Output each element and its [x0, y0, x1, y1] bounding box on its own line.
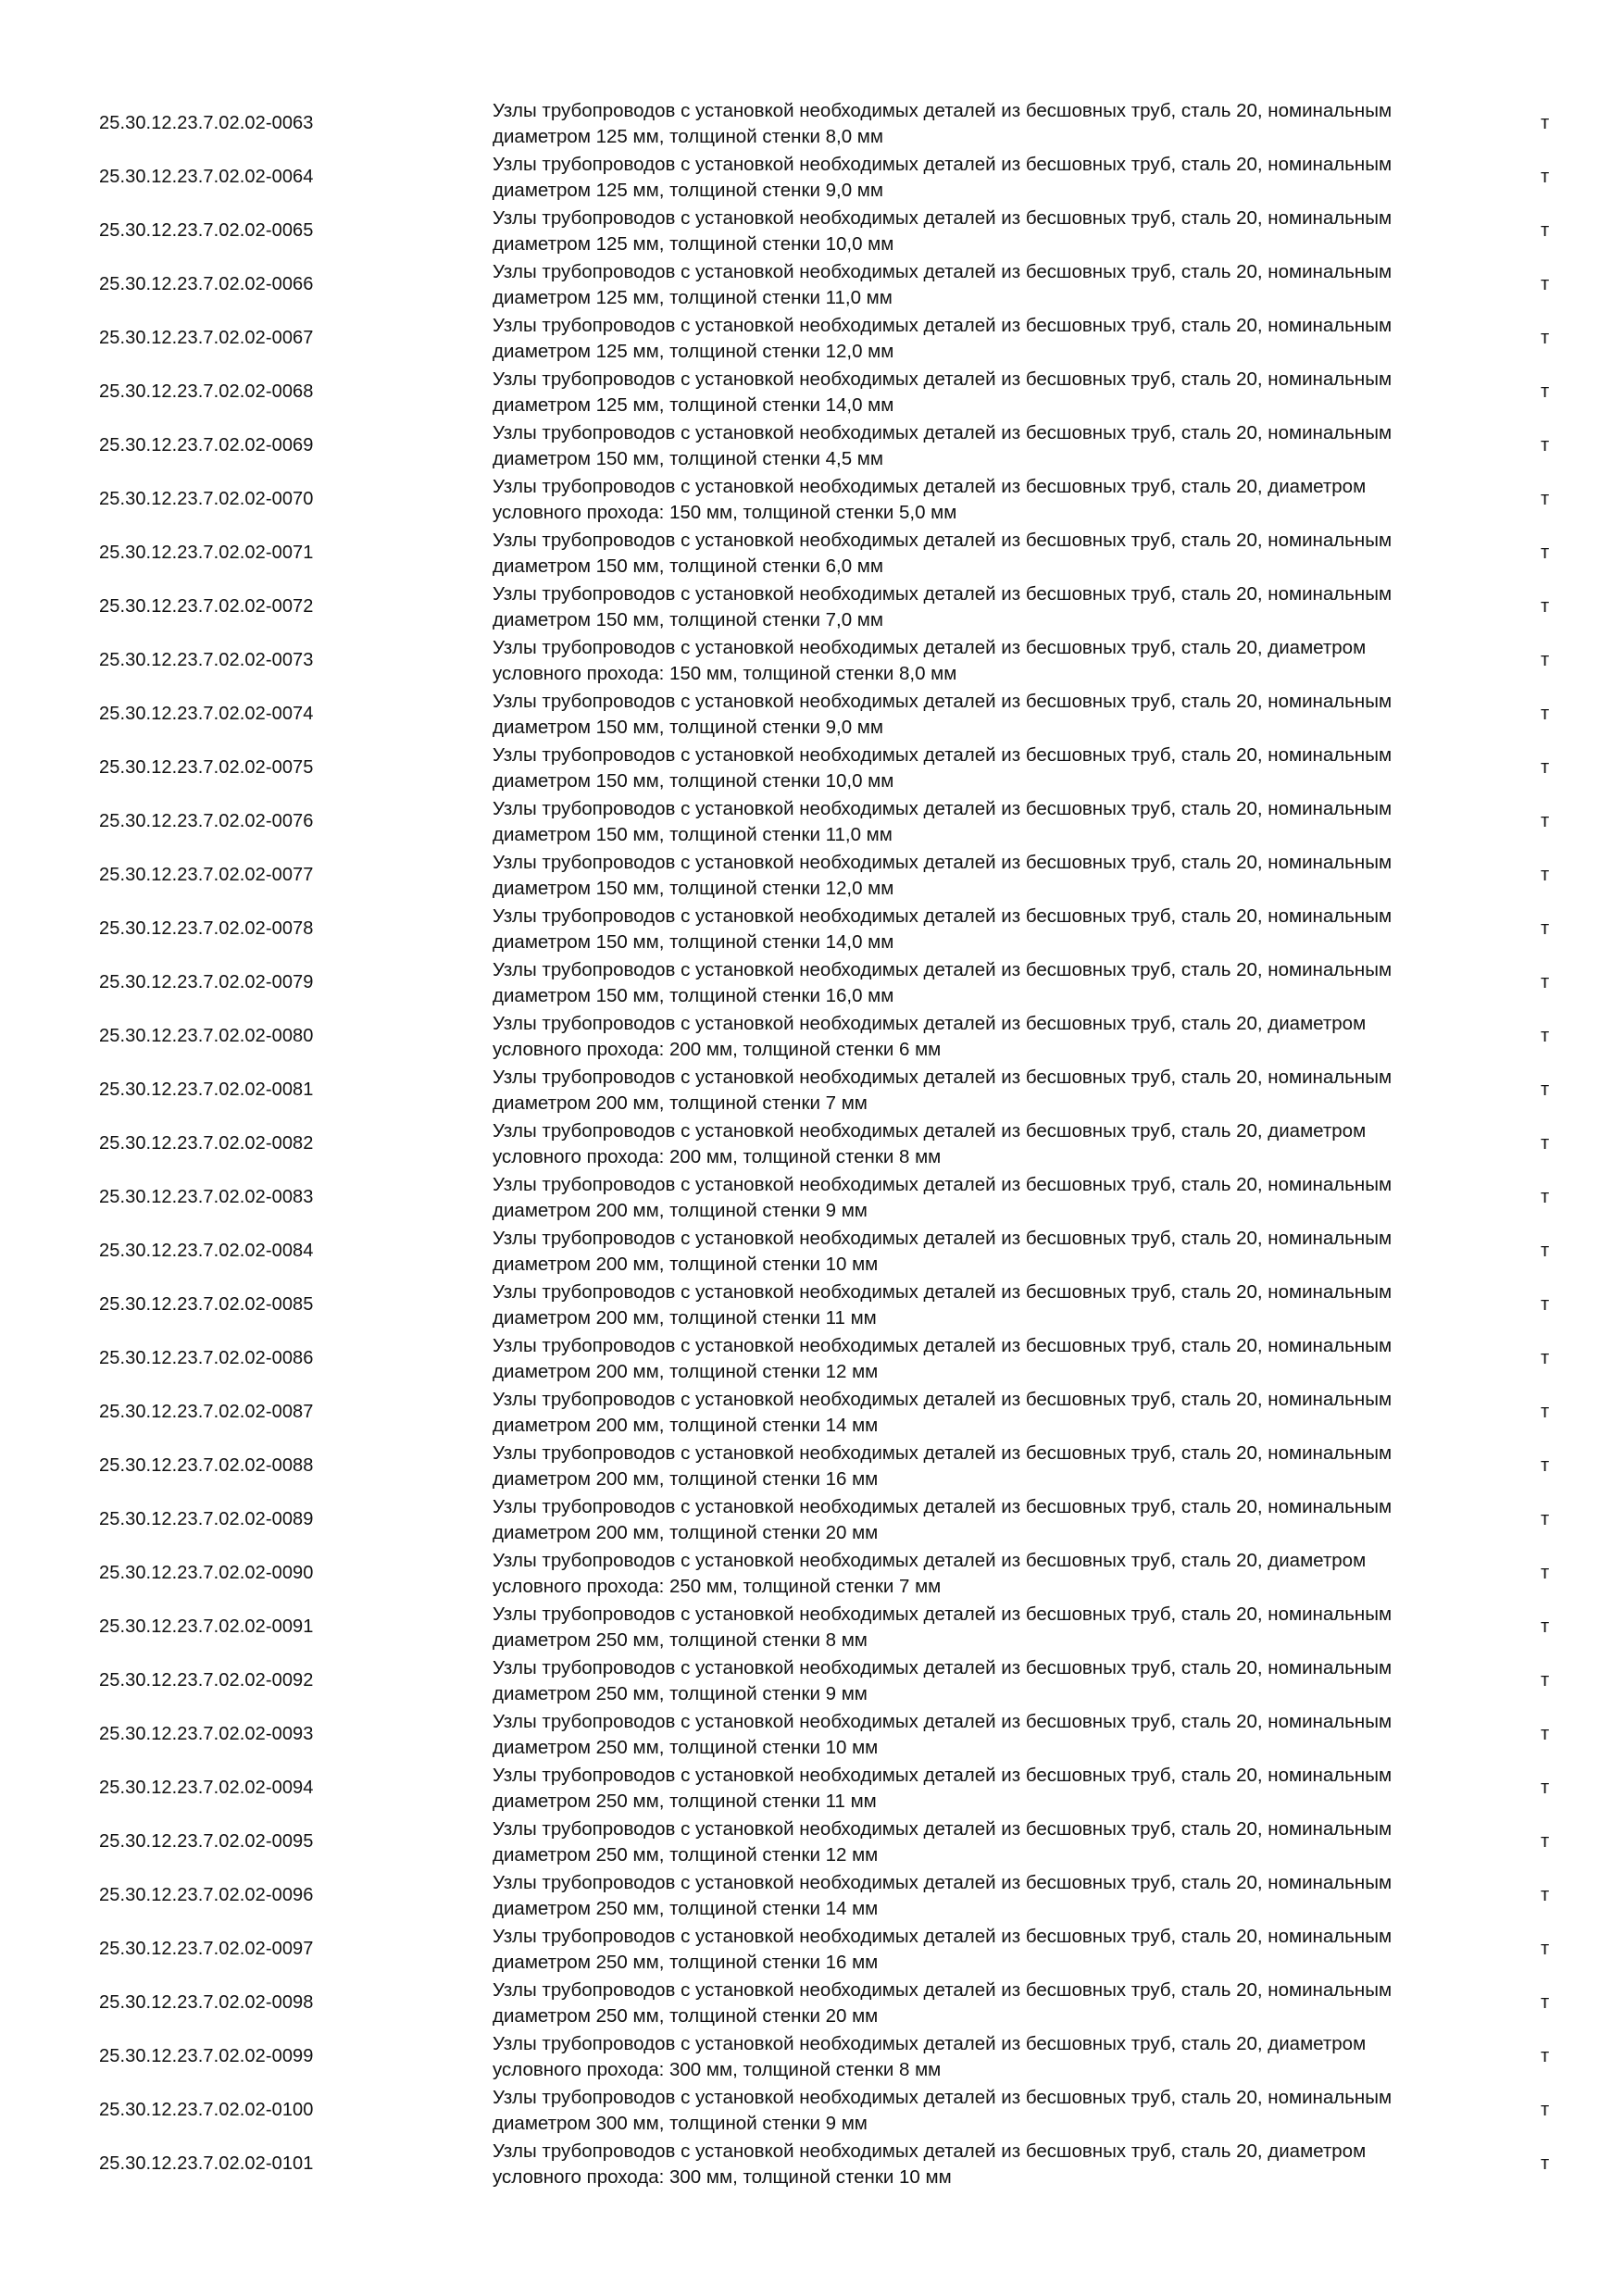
- table-row: [0, 1385, 1624, 1439]
- table-row: [0, 1600, 1624, 1653]
- unit-of-measure: т: [1541, 1294, 1550, 1315]
- resource-description: [493, 689, 1493, 740]
- table-row: [0, 150, 1624, 204]
- description-line: условного прохода: 300 мм, толщиной стенки 10 мм: [493, 2165, 952, 2188]
- unit-of-measure: т: [1541, 811, 1550, 831]
- description-line: Узлы трубопроводов с установкой необходимых деталей из бесшовных труб, сталь 20, номинальным: [493, 1228, 1393, 1249]
- resource-description: [493, 313, 1493, 364]
- description-line: Узлы трубопроводов с установкой необходимых деталей из бесшовных труб, сталь 20, номинальным: [493, 852, 1393, 873]
- resource-description: [493, 1978, 1493, 2028]
- resource-code: 25.30.12.23.7.02.02-0071: [99, 543, 314, 563]
- description-line: Узлы трубопроводов с установкой необходимых деталей из бесшовных труб, сталь 20, номинальным: [493, 315, 1393, 336]
- resource-code: 25.30.12.23.7.02.02-0083: [99, 1187, 314, 1207]
- description-line: Узлы трубопроводов с установкой необходимых деталей из бесшовных труб, сталь 20, номинальным: [493, 1711, 1393, 1732]
- resource-description: [493, 1870, 1493, 1921]
- resource-code: 25.30.12.23.7.02.02-0094: [99, 1778, 314, 1798]
- description-line: диаметром 250 мм, толщиной стенки 16 мм: [493, 1951, 879, 1973]
- unit-of-measure: т: [1541, 972, 1550, 992]
- unit-of-measure: т: [1541, 1939, 1550, 1959]
- description-line: диаметром 250 мм, толщиной стенки 8 мм: [493, 1628, 868, 1651]
- resource-code: 25.30.12.23.7.02.02-0075: [99, 757, 314, 778]
- resource-code: 25.30.12.23.7.02.02-0064: [99, 167, 314, 187]
- table-row: [0, 1009, 1624, 1063]
- description-line: Узлы трубопроводов с установкой необходимых деталей из бесшовных труб, сталь 20, номинальным: [493, 1818, 1393, 1840]
- unit-of-measure: т: [1541, 1778, 1550, 1798]
- description-line: Узлы трубопроводов с установкой необходимых деталей из бесшовных труб, сталь 20, номинальным: [493, 100, 1393, 121]
- description-line: Узлы трубопроводов с установкой необходимых деталей из бесшовных труб, сталь 20, диаметром: [493, 2140, 1367, 2162]
- resource-code: 25.30.12.23.7.02.02-0076: [99, 811, 314, 831]
- resource-description: [493, 1118, 1493, 1169]
- resource-code: 25.30.12.23.7.02.02-0066: [99, 274, 314, 294]
- description-line: Узлы трубопроводов с установкой необходимых деталей из бесшовных труб, сталь 20, диаметром: [493, 476, 1367, 497]
- resource-description: [493, 581, 1493, 632]
- description-line: диаметром 150 мм, толщиной стенки 12,0 мм: [493, 877, 894, 899]
- resource-code: 25.30.12.23.7.02.02-0068: [99, 381, 314, 402]
- description-line: Узлы трубопроводов с установкой необходимых деталей из бесшовных труб, сталь 20, номинальным: [493, 1335, 1393, 1356]
- description-line: условного прохода: 300 мм, толщиной стенки 8 мм: [493, 2058, 942, 2080]
- description-line: Узлы трубопроводов с установкой необходимых деталей из бесшовных труб, сталь 20, номинальным: [493, 1926, 1393, 1947]
- unit-of-measure: т: [1541, 1241, 1550, 1261]
- description-line: диаметром 125 мм, толщиной стенки 10,0 мм: [493, 232, 894, 255]
- description-line: Узлы трубопроводов с установкой необходимых деталей из бесшовных труб, сталь 20, номинальным: [493, 691, 1393, 712]
- resource-code: 25.30.12.23.7.02.02-0092: [99, 1670, 314, 1691]
- unit-of-measure: т: [1541, 1187, 1550, 1207]
- description-line: диаметром 125 мм, толщиной стенки 14,0 мм: [493, 393, 894, 416]
- unit-of-measure: т: [1541, 2046, 1550, 2066]
- table-row: [0, 1063, 1624, 1117]
- resource-code: 25.30.12.23.7.02.02-0095: [99, 1831, 314, 1852]
- resource-code: 25.30.12.23.7.02.02-0101: [99, 2153, 314, 2174]
- resource-description: [493, 1387, 1493, 1438]
- resource-description: [493, 1172, 1493, 1223]
- resource-code: 25.30.12.23.7.02.02-0084: [99, 1241, 314, 1261]
- unit-of-measure: т: [1541, 757, 1550, 778]
- description-line: условного прохода: 250 мм, толщиной стенки 7 мм: [493, 1575, 942, 1597]
- resource-description: [493, 1333, 1493, 1384]
- resource-description: [493, 2031, 1493, 2082]
- table-row: [0, 526, 1624, 580]
- description-line: Узлы трубопроводов с установкой необходимых деталей из бесшовных труб, сталь 20, номинальным: [493, 583, 1393, 605]
- table-row: [0, 2137, 1624, 2190]
- resource-description: [493, 1011, 1493, 1062]
- description-line: диаметром 200 мм, толщиной стенки 20 мм: [493, 1521, 879, 1543]
- resource-code: 25.30.12.23.7.02.02-0070: [99, 489, 314, 509]
- unit-of-measure: т: [1541, 113, 1550, 133]
- table-row: [0, 741, 1624, 794]
- resource-code: 25.30.12.23.7.02.02-0093: [99, 1724, 314, 1744]
- description-line: диаметром 200 мм, толщиной стенки 7 мм: [493, 1092, 868, 1114]
- description-line: Узлы трубопроводов с установкой необходимых деталей из бесшовных труб, сталь 20, номинальным: [493, 2087, 1393, 2108]
- resource-description: [493, 98, 1493, 149]
- table-row: [0, 365, 1624, 418]
- description-line: Узлы трубопроводов с установкой необходимых деталей из бесшовных труб, сталь 20, номинальным: [493, 1603, 1393, 1625]
- resource-code: 25.30.12.23.7.02.02-0073: [99, 650, 314, 670]
- unit-of-measure: т: [1541, 328, 1550, 348]
- resource-code: 25.30.12.23.7.02.02-0099: [99, 2046, 314, 2066]
- description-line: Узлы трубопроводов с установкой необходимых деталей из бесшовных труб, сталь 20, номинальным: [493, 1657, 1393, 1678]
- description-line: диаметром 250 мм, толщиной стенки 14 мм: [493, 1897, 879, 1919]
- description-line: диаметром 150 мм, толщиной стенки 11,0 мм: [493, 823, 893, 845]
- description-line: Узлы трубопроводов с установкой необходимых деталей из бесшовных труб, сталь 20, диаметром: [493, 1013, 1367, 1034]
- description-line: Узлы трубопроводов с установкой необходимых деталей из бесшовных труб, сталь 20, номинальным: [493, 1496, 1393, 1517]
- description-line: диаметром 150 мм, толщиной стенки 14,0 мм: [493, 930, 894, 953]
- table-row: [0, 1707, 1624, 1761]
- unit-of-measure: т: [1541, 704, 1550, 724]
- description-line: Узлы трубопроводов с установкой необходимых деталей из бесшовных труб, сталь 20, номинальным: [493, 154, 1393, 175]
- resource-description: [493, 635, 1493, 686]
- unit-of-measure: т: [1541, 1885, 1550, 1905]
- unit-of-measure: т: [1541, 2153, 1550, 2174]
- table-row: [0, 848, 1624, 902]
- description-line: Узлы трубопроводов с установкой необходимых деталей из бесшовных труб, сталь 20, диаметром: [493, 637, 1367, 658]
- unit-of-measure: т: [1541, 2100, 1550, 2120]
- table-row: [0, 794, 1624, 848]
- resource-code: 25.30.12.23.7.02.02-0077: [99, 865, 314, 885]
- resource-code: 25.30.12.23.7.02.02-0088: [99, 1455, 314, 1476]
- resource-code: 25.30.12.23.7.02.02-0081: [99, 1079, 314, 1100]
- description-line: Узлы трубопроводов с установкой необходимых деталей из бесшовных труб, сталь 20, номинальным: [493, 1281, 1393, 1303]
- unit-of-measure: т: [1541, 220, 1550, 241]
- resource-description: [493, 1065, 1493, 1116]
- table-row: [0, 1492, 1624, 1546]
- description-line: диаметром 200 мм, толщиной стенки 9 мм: [493, 1199, 868, 1221]
- description-line: Узлы трубопроводов с установкой необходимых деталей из бесшовных труб, сталь 20, номинальным: [493, 1765, 1393, 1786]
- description-line: диаметром 300 мм, толщиной стенки 9 мм: [493, 2112, 868, 2134]
- description-line: диаметром 200 мм, толщиной стенки 14 мм: [493, 1414, 879, 1436]
- resource-code: 25.30.12.23.7.02.02-0069: [99, 435, 314, 455]
- table-row: [0, 1278, 1624, 1331]
- unit-of-measure: т: [1541, 1831, 1550, 1852]
- resource-description: [493, 2139, 1493, 2190]
- resource-code: 25.30.12.23.7.02.02-0091: [99, 1616, 314, 1637]
- description-line: Узлы трубопроводов с установкой необходимых деталей из бесшовных труб, сталь 20, номинальным: [493, 798, 1393, 819]
- description-line: Узлы трубопроводов с установкой необходимых деталей из бесшовных труб, сталь 20, номинальным: [493, 261, 1393, 282]
- table-row: [0, 902, 1624, 955]
- table-row: [0, 1170, 1624, 1224]
- unit-of-measure: т: [1541, 381, 1550, 402]
- resource-description: [493, 850, 1493, 901]
- resource-code: 25.30.12.23.7.02.02-0085: [99, 1294, 314, 1315]
- resource-description: [493, 1709, 1493, 1760]
- description-line: Узлы трубопроводов с установкой необходимых деталей из бесшовных труб, сталь 20, номинальным: [493, 530, 1393, 551]
- description-line: Узлы трубопроводов с установкой необходимых деталей из бесшовных труб, сталь 20, номинальным: [493, 905, 1393, 927]
- resource-code: 25.30.12.23.7.02.02-0096: [99, 1885, 314, 1905]
- table-row: [0, 1761, 1624, 1815]
- description-line: диаметром 200 мм, толщиной стенки 10 мм: [493, 1253, 879, 1275]
- description-line: диаметром 125 мм, толщиной стенки 9,0 мм: [493, 179, 883, 201]
- description-line: Узлы трубопроводов с установкой необходимых деталей из бесшовных труб, сталь 20, номинальным: [493, 1067, 1393, 1088]
- resource-description: [493, 474, 1493, 525]
- resource-description: [493, 528, 1493, 579]
- unit-of-measure: т: [1541, 918, 1550, 939]
- description-line: Узлы трубопроводов с установкой необходимых деталей из бесшовных труб, сталь 20, номинальным: [493, 422, 1393, 443]
- description-line: диаметром 125 мм, толщиной стенки 11,0 мм: [493, 286, 893, 308]
- unit-of-measure: т: [1541, 274, 1550, 294]
- unit-of-measure: т: [1541, 1079, 1550, 1100]
- description-line: диаметром 125 мм, толщиной стенки 12,0 мм: [493, 340, 894, 362]
- description-line: Узлы трубопроводов с установкой необходимых деталей из бесшовных труб, сталь 20, номинальным: [493, 1174, 1393, 1195]
- table-row: [0, 687, 1624, 741]
- table-row: [0, 1815, 1624, 1868]
- resource-description: [493, 259, 1493, 310]
- unit-of-measure: т: [1541, 1133, 1550, 1154]
- table-row: [0, 257, 1624, 311]
- resource-code: 25.30.12.23.7.02.02-0079: [99, 972, 314, 992]
- resource-description: [493, 742, 1493, 793]
- description-line: условного прохода: 150 мм, толщиной стенки 8,0 мм: [493, 662, 957, 684]
- table-row: [0, 1868, 1624, 1922]
- resource-code: 25.30.12.23.7.02.02-0098: [99, 1992, 314, 2013]
- description-line: Узлы трубопроводов с установкой необходимых деталей из бесшовных труб, сталь 20, номинальным: [493, 1979, 1393, 2001]
- resource-description: [493, 1816, 1493, 1867]
- resource-description: [493, 1548, 1493, 1599]
- unit-of-measure: т: [1541, 1026, 1550, 1046]
- unit-of-measure: т: [1541, 489, 1550, 509]
- resource-code: 25.30.12.23.7.02.02-0089: [99, 1509, 314, 1529]
- description-line: диаметром 150 мм, толщиной стенки 9,0 мм: [493, 716, 883, 738]
- description-line: Узлы трубопроводов с установкой необходимых деталей из бесшовных труб, сталь 20, номинальным: [493, 1389, 1393, 1410]
- unit-of-measure: т: [1541, 1992, 1550, 2013]
- description-line: диаметром 250 мм, толщиной стенки 9 мм: [493, 1682, 868, 1704]
- description-line: диаметром 200 мм, толщиной стенки 12 мм: [493, 1360, 879, 1382]
- resource-description: [493, 1494, 1493, 1545]
- table-row: [0, 311, 1624, 365]
- description-line: диаметром 150 мм, толщиной стенки 7,0 мм: [493, 608, 883, 630]
- table-row: [0, 1653, 1624, 1707]
- resource-code: 25.30.12.23.7.02.02-0078: [99, 918, 314, 939]
- resource-code: 25.30.12.23.7.02.02-0097: [99, 1939, 314, 1959]
- unit-of-measure: т: [1541, 865, 1550, 885]
- resource-description: [493, 1602, 1493, 1653]
- resource-description: [493, 796, 1493, 847]
- table-row: [0, 633, 1624, 687]
- resource-code: 25.30.12.23.7.02.02-0063: [99, 113, 314, 133]
- resource-description: [493, 420, 1493, 471]
- resource-code: 25.30.12.23.7.02.02-0074: [99, 704, 314, 724]
- unit-of-measure: т: [1541, 1455, 1550, 1476]
- description-line: Узлы трубопроводов с установкой необходимых деталей из бесшовных труб, сталь 20, номинальным: [493, 368, 1393, 390]
- resource-code: 25.30.12.23.7.02.02-0100: [99, 2100, 314, 2120]
- resource-code: 25.30.12.23.7.02.02-0082: [99, 1133, 314, 1154]
- resource-code: 25.30.12.23.7.02.02-0086: [99, 1348, 314, 1368]
- table-row: [0, 472, 1624, 526]
- table-row: [0, 1922, 1624, 1976]
- table-row: [0, 1976, 1624, 2029]
- description-line: Узлы трубопроводов с установкой необходимых деталей из бесшовных труб, сталь 20, диаметром: [493, 1120, 1367, 1142]
- description-line: диаметром 250 мм, толщиной стенки 10 мм: [493, 1736, 879, 1758]
- table-row: [0, 955, 1624, 1009]
- resource-code: 25.30.12.23.7.02.02-0067: [99, 328, 314, 348]
- resource-description: [493, 1279, 1493, 1330]
- table-row: [0, 2029, 1624, 2083]
- resource-description: [493, 206, 1493, 256]
- description-line: диаметром 200 мм, толщиной стенки 16 мм: [493, 1467, 879, 1490]
- resource-description: [493, 1441, 1493, 1491]
- unit-of-measure: т: [1541, 1402, 1550, 1422]
- description-line: Узлы трубопроводов с установкой необходимых деталей из бесшовных труб, сталь 20, номинальным: [493, 744, 1393, 766]
- description-line: диаметром 250 мм, толщиной стенки 11 мм: [493, 1790, 877, 1812]
- unit-of-measure: т: [1541, 650, 1550, 670]
- unit-of-measure: т: [1541, 1670, 1550, 1691]
- description-line: диаметром 125 мм, толщиной стенки 8,0 мм: [493, 125, 883, 147]
- description-line: диаметром 200 мм, толщиной стенки 11 мм: [493, 1306, 877, 1329]
- table-row: [0, 1117, 1624, 1170]
- table-row: [0, 1439, 1624, 1492]
- unit-of-measure: т: [1541, 1348, 1550, 1368]
- table-row: [0, 418, 1624, 472]
- unit-of-measure: т: [1541, 1563, 1550, 1583]
- resource-code: 25.30.12.23.7.02.02-0080: [99, 1026, 314, 1046]
- description-line: диаметром 250 мм, толщиной стенки 20 мм: [493, 2004, 879, 2027]
- description-line: диаметром 150 мм, толщиной стенки 6,0 мм: [493, 555, 883, 577]
- description-line: условного прохода: 200 мм, толщиной стенки 8 мм: [493, 1145, 942, 1167]
- resource-description: [493, 367, 1493, 418]
- resource-code: 25.30.12.23.7.02.02-0065: [99, 220, 314, 241]
- resource-description: [493, 904, 1493, 955]
- table-row: [0, 2083, 1624, 2137]
- unit-of-measure: т: [1541, 1724, 1550, 1744]
- resource-description: [493, 1763, 1493, 1814]
- table-row: [0, 1331, 1624, 1385]
- description-line: Узлы трубопроводов с установкой необходимых деталей из бесшовных труб, сталь 20, номинальным: [493, 959, 1393, 980]
- description-line: диаметром 250 мм, толщиной стенки 12 мм: [493, 1843, 879, 1866]
- description-line: Узлы трубопроводов с установкой необходимых деталей из бесшовных труб, сталь 20, диаметром: [493, 1550, 1367, 1571]
- unit-of-measure: т: [1541, 167, 1550, 187]
- description-line: диаметром 150 мм, толщиной стенки 10,0 мм: [493, 769, 894, 792]
- resource-code: 25.30.12.23.7.02.02-0072: [99, 596, 314, 617]
- description-line: Узлы трубопроводов с установкой необходимых деталей из бесшовных труб, сталь 20, диаметром: [493, 2033, 1367, 2054]
- description-line: условного прохода: 150 мм, толщиной стенки 5,0 мм: [493, 501, 957, 523]
- description-line: диаметром 150 мм, толщиной стенки 16,0 мм: [493, 984, 894, 1006]
- description-line: Узлы трубопроводов с установкой необходимых деталей из бесшовных труб, сталь 20, номинальным: [493, 1872, 1393, 1893]
- table-row: [0, 96, 1624, 150]
- resource-description: [493, 152, 1493, 203]
- resource-description: [493, 1655, 1493, 1706]
- description-line: условного прохода: 200 мм, толщиной стенки 6 мм: [493, 1038, 942, 1060]
- unit-of-measure: т: [1541, 596, 1550, 617]
- description-line: Узлы трубопроводов с установкой необходимых деталей из бесшовных труб, сталь 20, номинальным: [493, 207, 1393, 229]
- resource-code: 25.30.12.23.7.02.02-0090: [99, 1563, 314, 1583]
- unit-of-measure: т: [1541, 543, 1550, 563]
- resource-description: [493, 1226, 1493, 1277]
- table-row: [0, 1546, 1624, 1600]
- resource-description: [493, 2085, 1493, 2136]
- table-row: [0, 204, 1624, 257]
- price-table: [0, 96, 1624, 2190]
- description-line: Узлы трубопроводов с установкой необходимых деталей из бесшовных труб, сталь 20, номинальным: [493, 1442, 1393, 1464]
- table-row: [0, 580, 1624, 633]
- resource-code: 25.30.12.23.7.02.02-0087: [99, 1402, 314, 1422]
- unit-of-measure: т: [1541, 435, 1550, 455]
- table-row: [0, 1224, 1624, 1278]
- description-line: диаметром 150 мм, толщиной стенки 4,5 мм: [493, 447, 883, 469]
- unit-of-measure: т: [1541, 1509, 1550, 1529]
- resource-description: [493, 957, 1493, 1008]
- resource-description: [493, 1924, 1493, 1975]
- unit-of-measure: т: [1541, 1616, 1550, 1637]
